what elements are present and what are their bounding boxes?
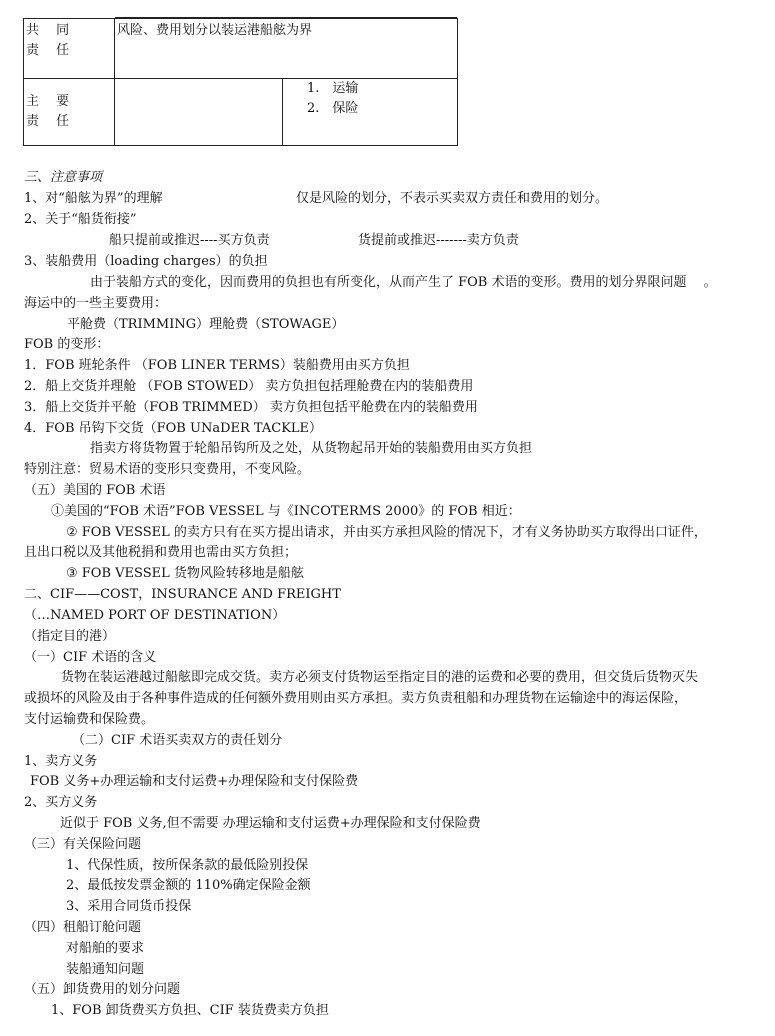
note-2-ship: 船只提前或推迟----买方负责 bbox=[109, 233, 270, 248]
chartering-2: 装船通知问题 bbox=[66, 962, 145, 977]
seller-duty: FOB 义务+办理运输和支付运费+办理保险和支付保险费 bbox=[30, 774, 359, 789]
cif-meaning-p1: 货物在装运港越过船舷即完成交货。卖方必须支付货物运至指定目的港的运费和必要的费用，但交货后货物灭失 bbox=[61, 670, 699, 685]
cif-meaning-p3: 支付运输费和保险费。 bbox=[24, 712, 155, 727]
cif-duties-heading: （二）CIF 术语买卖双方的责任划分 bbox=[72, 733, 283, 748]
note-1-detail: 仅是风险的划分，不表示买卖双方责任和费用的划分。 bbox=[296, 191, 609, 206]
insurance-1: 1、代保性质，按所保条款的最低险别投保 bbox=[66, 858, 309, 873]
buyer-duty-heading: 2、买方义务 bbox=[24, 795, 98, 810]
unloading-1: 1、FOB 卸货费买方负担、CIF 装货费卖方负担 bbox=[51, 1003, 329, 1018]
insurance-heading: （三）有关保险问题 bbox=[24, 837, 142, 852]
chartering-1: 对船舶的要求 bbox=[66, 941, 145, 956]
section-heading-notes: 三、注意事项 bbox=[24, 170, 103, 185]
insurance-3: 3、采用合同货币投保 bbox=[66, 899, 192, 914]
special-note: 特别注意：贸易术语的变形只变费用，不变风险。 bbox=[24, 462, 311, 477]
table-top-rule bbox=[115, 17, 457, 18]
cif-named-port: （…NAMED PORT OF DESTINATION） bbox=[24, 608, 286, 623]
fob-variant-4-detail: 指卖方将货物置于轮船吊钩所及之处，从货物起吊开始的装船费用由买方负担 bbox=[90, 441, 533, 456]
row2-label-b: 责 任 bbox=[26, 114, 70, 129]
note-3: 3、装船费用（loading charges）的负担 bbox=[24, 254, 268, 269]
main-fees: 平舱费（TRIMMING）理舱费（STOWAGE） bbox=[67, 317, 345, 332]
row2-label-a: 主 要 bbox=[26, 94, 70, 109]
fob-variant-1: 1．FOB 班轮条件 （FOB LINER TERMS）装船费用由买方负担 bbox=[24, 358, 410, 373]
row1-content-cell bbox=[115, 19, 458, 79]
cif-heading: 二、CIF——COST，INSURANCE AND FREIGHT bbox=[24, 587, 341, 602]
row1-label-b: 责 任 bbox=[26, 43, 70, 58]
unloading-heading: （五）卸货费用的划分问题 bbox=[24, 982, 181, 997]
us-fob-2: ② FOB VESSEL 的卖方只有在买方提出请求，并由买方承担风险的情况下，才有义务协助买方取得出口证件， bbox=[66, 525, 707, 540]
fob-variants-heading: FOB 的变形： bbox=[24, 337, 110, 352]
row1-label-a: 共 同 bbox=[26, 23, 70, 38]
fob-variant-3: 3．船上交货并平舱（FOB TRIMMED） 卖方负担包括平舱费在内的装船费用 bbox=[24, 400, 478, 415]
us-fob-heading: （五）美国的 FOB 术语 bbox=[24, 483, 166, 498]
insurance-2: 2、最低按发票金额的 110%确定保险金额 bbox=[66, 878, 311, 893]
note-2: 2、关于“船货衔接” bbox=[24, 212, 137, 227]
seller-duty-heading: 1、卖方义务 bbox=[24, 754, 98, 769]
row1-label-cell bbox=[24, 19, 115, 79]
us-fob-2-cont: 且出口税以及其他税捐和费用也需由买方负担； bbox=[24, 545, 298, 560]
row2-item-1: 1. 运输 bbox=[307, 81, 359, 96]
fob-variant-4: 4．FOB 吊钩下交货（FOB UNaDER TACKLE） bbox=[24, 421, 323, 436]
responsibility-table bbox=[23, 18, 458, 146]
cif-named-port-cn: （指定目的港） bbox=[24, 629, 116, 644]
row2-label-cell bbox=[24, 79, 115, 146]
cif-meaning-p2: 或损坏的风险及由于各种事件造成的任何额外费用则由买方承担。卖方负责租船和办理货物在运输途中的海运保险， bbox=[24, 691, 688, 706]
us-fob-3: ③ FOB VESSEL 货物风险转移地是船舷 bbox=[66, 566, 304, 581]
row2-items-cell bbox=[283, 79, 458, 146]
fob-variant-2: 2．船上交货并理舱 （FOB STOWED） 卖方负担包括理舱费在内的装船费用 bbox=[24, 379, 474, 394]
note-3-para: 由于装船方式的变化，因而费用的负担也有所变化，从而产生了 FOB 术语的变形。费用的划分界限问题 。 bbox=[90, 275, 717, 290]
row2-empty-cell bbox=[115, 79, 283, 146]
us-fob-1: ①美国的“FOB 术语”FOB VESSEL 与《INCOTERMS 2000》的 FOB 相近： bbox=[51, 504, 521, 519]
note-1: 1、对“船舷为界”的理解 bbox=[24, 191, 163, 206]
row2-item-2: 2. 保险 bbox=[307, 101, 359, 116]
chartering-heading: （四）租船订舱问题 bbox=[24, 920, 142, 935]
main-fees-heading: 海运中的一些主要费用： bbox=[24, 296, 168, 311]
cif-meaning-heading: （一）CIF 术语的含义 bbox=[24, 650, 157, 665]
buyer-duty: 近似于 FOB 义务,但不需要 办理运输和支付运费+办理保险和支付保险费 bbox=[60, 816, 481, 831]
row1-content: 风险、费用划分以装运港船舷为界 bbox=[117, 23, 313, 38]
note-2-cargo: 货提前或推迟-------卖方负责 bbox=[358, 233, 519, 248]
